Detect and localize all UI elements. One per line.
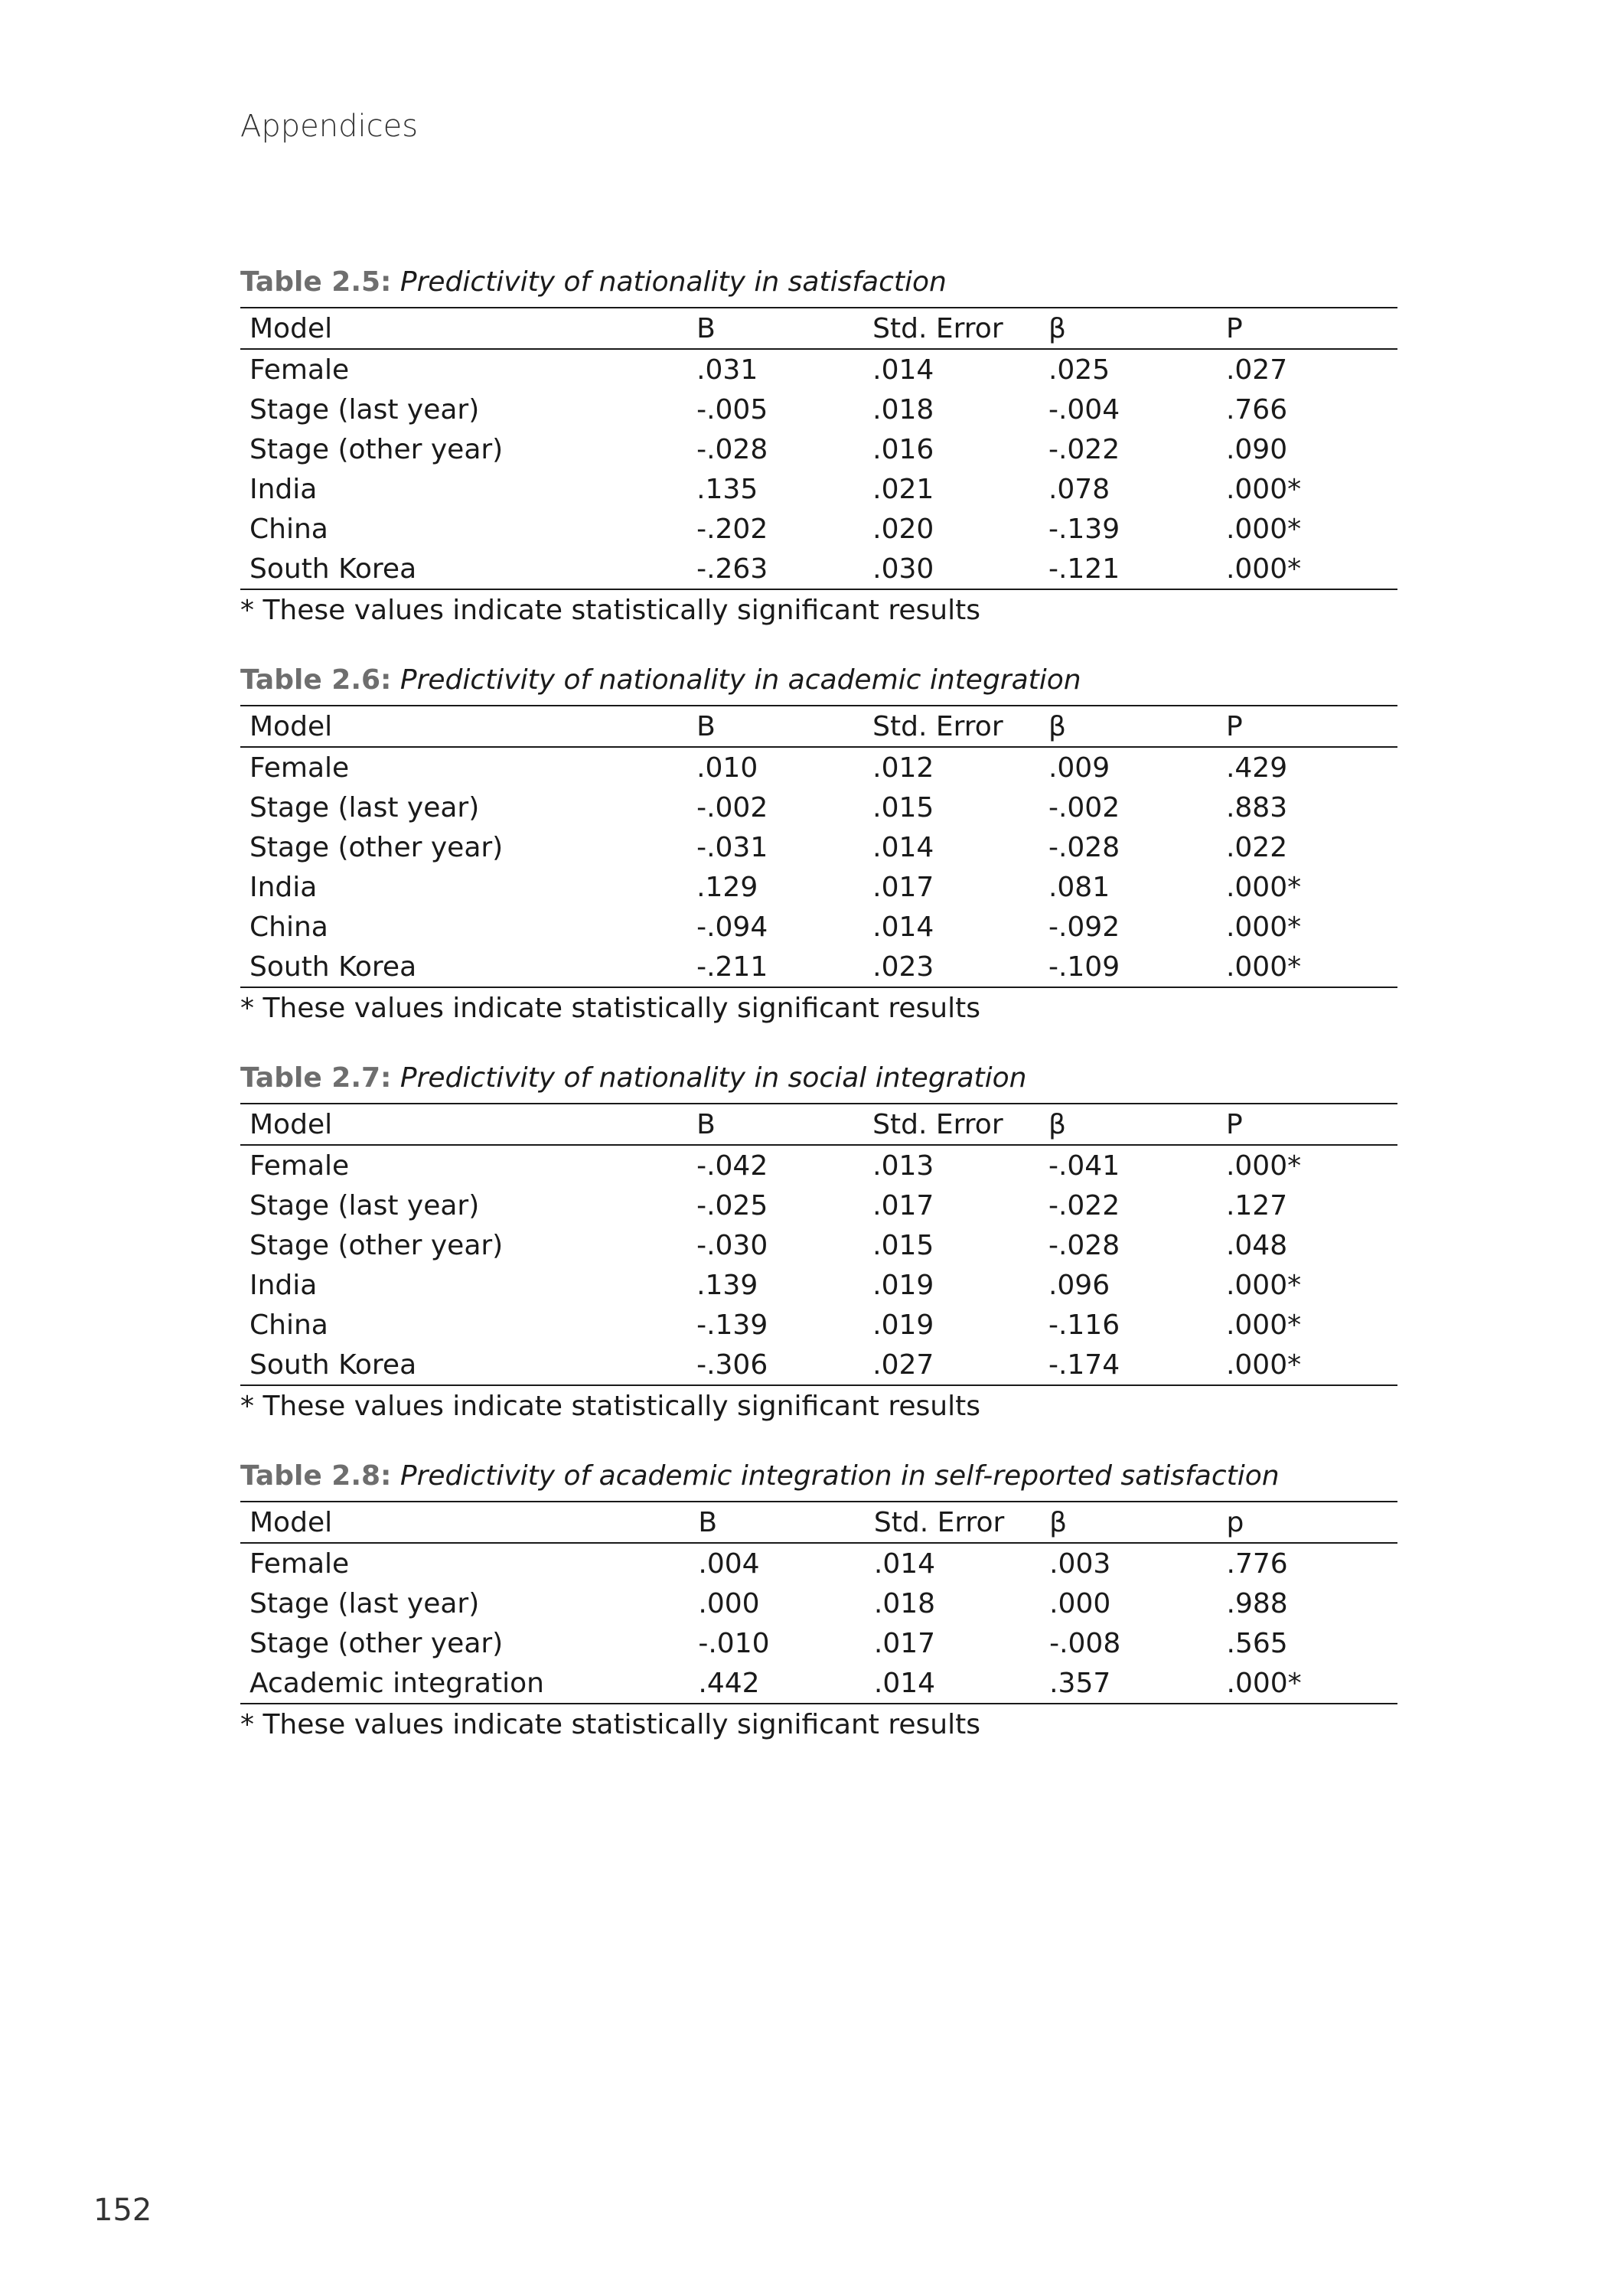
row-label-cell: Female	[249, 354, 350, 386]
value-cell: -.005	[696, 393, 768, 426]
table-note: * These values indicate statistically significant results	[240, 1391, 980, 1422]
value-cell: -.031	[696, 831, 768, 863]
row-label-cell: South Korea	[249, 951, 417, 983]
value-cell: -.028	[1048, 831, 1120, 863]
value-cell: .000*	[1225, 1309, 1302, 1341]
column-header: Model	[240, 1502, 689, 1543]
value-cell: .000*	[1225, 473, 1302, 505]
value-cell: .014	[872, 354, 934, 386]
value-cell: .009	[1048, 752, 1110, 784]
table-row	[240, 1623, 1397, 1663]
table-row	[240, 469, 1397, 509]
table-row	[240, 1265, 1397, 1305]
table-note: * These values indicate statistically significant results	[240, 595, 980, 626]
value-cell: -.174	[1048, 1349, 1120, 1381]
column-header: B	[687, 1104, 863, 1145]
column-header: p	[1218, 1502, 1398, 1543]
value-cell: -.008	[1049, 1627, 1121, 1659]
value-cell: -.010	[698, 1627, 770, 1659]
value-cell: .078	[1048, 473, 1110, 505]
table-row	[240, 549, 1397, 589]
value-cell: .031	[696, 354, 758, 386]
table-row	[240, 747, 1397, 788]
table-block	[240, 1458, 1397, 1744]
value-cell: .081	[1048, 871, 1110, 903]
value-cell: -.041	[1048, 1150, 1120, 1182]
table-row	[240, 827, 1397, 867]
column-header: Std. Error	[865, 1502, 1040, 1543]
table-caption	[240, 1458, 1397, 1495]
row-label-cell: China	[249, 1309, 328, 1341]
value-cell: .988	[1226, 1587, 1288, 1619]
column-header: β	[1039, 308, 1217, 349]
table-row	[240, 1345, 1397, 1385]
value-cell: .017	[873, 1627, 936, 1659]
value-cell: .015	[872, 791, 934, 823]
column-header: Model	[240, 1104, 687, 1145]
table-caption-title: Predictivity of nationality in satisfaction	[399, 266, 947, 298]
column-header: P	[1217, 706, 1397, 747]
value-cell: .883	[1225, 791, 1288, 823]
table-caption-label: Table 2.5:	[240, 266, 392, 298]
value-cell: .442	[698, 1667, 760, 1699]
row-label-cell: Stage (other year)	[249, 433, 504, 465]
value-cell: .135	[696, 473, 758, 505]
table-caption-label: Table 2.6:	[240, 664, 392, 696]
value-cell: -.002	[1048, 791, 1120, 823]
regression-table	[240, 307, 1397, 590]
table-block	[240, 1060, 1397, 1426]
value-cell: .030	[872, 553, 934, 585]
value-cell: -.028	[696, 433, 768, 465]
value-cell: -.306	[696, 1349, 768, 1381]
value-cell: .017	[872, 1189, 934, 1221]
page-number: 152	[93, 2193, 152, 2228]
row-label-cell: Academic integration	[249, 1667, 544, 1699]
value-cell: .000*	[1225, 871, 1302, 903]
column-header: Std. Error	[863, 706, 1039, 747]
value-cell: .139	[696, 1269, 758, 1301]
table-row	[240, 907, 1397, 947]
value-cell: -.004	[1048, 393, 1120, 426]
row-label-cell: India	[249, 473, 318, 505]
value-cell: .565	[1226, 1627, 1288, 1659]
value-cell: .129	[696, 871, 758, 903]
table-header-row	[240, 1502, 1397, 1543]
table-row	[240, 1305, 1397, 1345]
column-header: B	[687, 308, 863, 349]
value-cell: .018	[873, 1587, 936, 1619]
row-label-cell: Female	[249, 1548, 350, 1580]
column-header: P	[1217, 1104, 1397, 1145]
column-header: Std. Error	[863, 1104, 1039, 1145]
value-cell: .776	[1226, 1548, 1288, 1580]
value-cell: .023	[872, 951, 934, 983]
row-label-cell: Stage (other year)	[249, 831, 504, 863]
column-header: B	[687, 706, 863, 747]
row-label-cell: Stage (last year)	[249, 791, 480, 823]
row-label-cell: China	[249, 513, 328, 545]
table-caption-label: Table 2.7:	[240, 1062, 392, 1094]
table-caption	[240, 662, 1397, 699]
table-row	[240, 1583, 1397, 1623]
value-cell: -.022	[1048, 1189, 1120, 1221]
table-caption-title: Predictivity of nationality in academic integration	[399, 664, 1081, 696]
table-note: * These values indicate statistically significant results	[240, 993, 980, 1024]
value-cell: .357	[1049, 1667, 1111, 1699]
value-cell: -.116	[1048, 1309, 1120, 1341]
value-cell: .018	[872, 393, 934, 426]
row-label-cell: Stage (other year)	[249, 1229, 504, 1261]
value-cell: .020	[872, 513, 934, 545]
value-cell: .013	[872, 1150, 934, 1182]
column-header: β	[1039, 706, 1217, 747]
column-header: P	[1217, 308, 1397, 349]
table-block	[240, 264, 1397, 630]
row-label-cell: Stage (last year)	[249, 1189, 480, 1221]
row-label-cell: Stage (other year)	[249, 1627, 504, 1659]
table-caption-label: Table 2.8:	[240, 1460, 392, 1492]
value-cell: .000*	[1225, 951, 1302, 983]
table-row	[240, 1145, 1397, 1186]
value-cell: .015	[872, 1229, 934, 1261]
table-row	[240, 1186, 1397, 1225]
value-cell: -.121	[1048, 553, 1120, 585]
value-cell: .012	[872, 752, 934, 784]
table-caption	[240, 1060, 1397, 1097]
regression-table	[240, 1103, 1397, 1386]
value-cell: .019	[872, 1269, 934, 1301]
value-cell: .021	[872, 473, 934, 505]
running-head: Appendices	[240, 109, 419, 144]
value-cell: .000*	[1225, 1150, 1302, 1182]
table-header-row	[240, 706, 1397, 747]
row-label-cell: India	[249, 871, 318, 903]
value-cell: .000*	[1225, 1269, 1302, 1301]
row-label-cell: Female	[249, 752, 350, 784]
value-cell: .016	[872, 433, 934, 465]
table-caption	[240, 264, 1397, 301]
table-row	[240, 429, 1397, 469]
table-caption-title: Predictivity of academic integration in self-reported satisfaction	[399, 1460, 1280, 1492]
value-cell: -.042	[696, 1150, 768, 1182]
value-cell: -.139	[696, 1309, 768, 1341]
table-row	[240, 1543, 1397, 1583]
row-label-cell: India	[249, 1269, 318, 1301]
value-cell: .014	[872, 911, 934, 943]
value-cell: .027	[872, 1349, 934, 1381]
column-header: β	[1040, 1502, 1217, 1543]
column-header: β	[1039, 1104, 1217, 1145]
value-cell: .000*	[1225, 513, 1302, 545]
value-cell: -.092	[1048, 911, 1120, 943]
value-cell: .000*	[1225, 553, 1302, 585]
value-cell: -.139	[1048, 513, 1120, 545]
value-cell: .022	[1225, 831, 1288, 863]
value-cell: .127	[1225, 1189, 1288, 1221]
value-cell: .000	[1049, 1587, 1111, 1619]
column-header: Std. Error	[863, 308, 1039, 349]
value-cell: .019	[872, 1309, 934, 1341]
value-cell: .000*	[1225, 911, 1302, 943]
value-cell: -.094	[696, 911, 768, 943]
table-header-row	[240, 1104, 1397, 1145]
value-cell: .017	[872, 871, 934, 903]
value-cell: .096	[1048, 1269, 1110, 1301]
row-label-cell: South Korea	[249, 1349, 417, 1381]
value-cell: .014	[873, 1667, 936, 1699]
column-header: Model	[240, 706, 687, 747]
value-cell: .429	[1225, 752, 1288, 784]
value-cell: .000	[698, 1587, 760, 1619]
column-header: Model	[240, 308, 687, 349]
value-cell: .014	[872, 831, 934, 863]
table-row	[240, 867, 1397, 907]
table-caption-title: Predictivity of nationality in social integration	[399, 1062, 1027, 1094]
table-header-row	[240, 308, 1397, 349]
value-cell: .014	[873, 1548, 936, 1580]
value-cell: .090	[1225, 433, 1288, 465]
table-row	[240, 390, 1397, 429]
value-cell: .003	[1049, 1548, 1111, 1580]
row-label-cell: China	[249, 911, 328, 943]
value-cell: .027	[1225, 354, 1288, 386]
row-label-cell: South Korea	[249, 553, 417, 585]
table-row	[240, 1663, 1397, 1704]
value-cell: .010	[696, 752, 758, 784]
value-cell: .004	[698, 1548, 760, 1580]
table-row	[240, 349, 1397, 390]
value-cell: -.022	[1048, 433, 1120, 465]
value-cell: -.002	[696, 791, 768, 823]
value-cell: -.263	[696, 553, 768, 585]
value-cell: .000*	[1225, 1349, 1302, 1381]
row-label-cell: Stage (last year)	[249, 393, 480, 426]
table-row	[240, 947, 1397, 987]
value-cell: .025	[1048, 354, 1110, 386]
table-row	[240, 1225, 1397, 1265]
value-cell: .766	[1225, 393, 1288, 426]
value-cell: -.109	[1048, 951, 1120, 983]
column-header: B	[689, 1502, 865, 1543]
regression-table	[240, 705, 1397, 988]
table-block	[240, 662, 1397, 1028]
value-cell: -.025	[696, 1189, 768, 1221]
table-note: * These values indicate statistically significant results	[240, 1709, 980, 1740]
row-label-cell: Stage (last year)	[249, 1587, 480, 1619]
table-row	[240, 509, 1397, 549]
row-label-cell: Female	[249, 1150, 350, 1182]
value-cell: .048	[1225, 1229, 1288, 1261]
value-cell: .000*	[1226, 1667, 1302, 1699]
table-row	[240, 788, 1397, 827]
value-cell: -.030	[696, 1229, 768, 1261]
value-cell: -.211	[696, 951, 768, 983]
tables-container	[240, 264, 1397, 1776]
value-cell: -.202	[696, 513, 768, 545]
regression-table	[240, 1501, 1397, 1704]
value-cell: -.028	[1048, 1229, 1120, 1261]
